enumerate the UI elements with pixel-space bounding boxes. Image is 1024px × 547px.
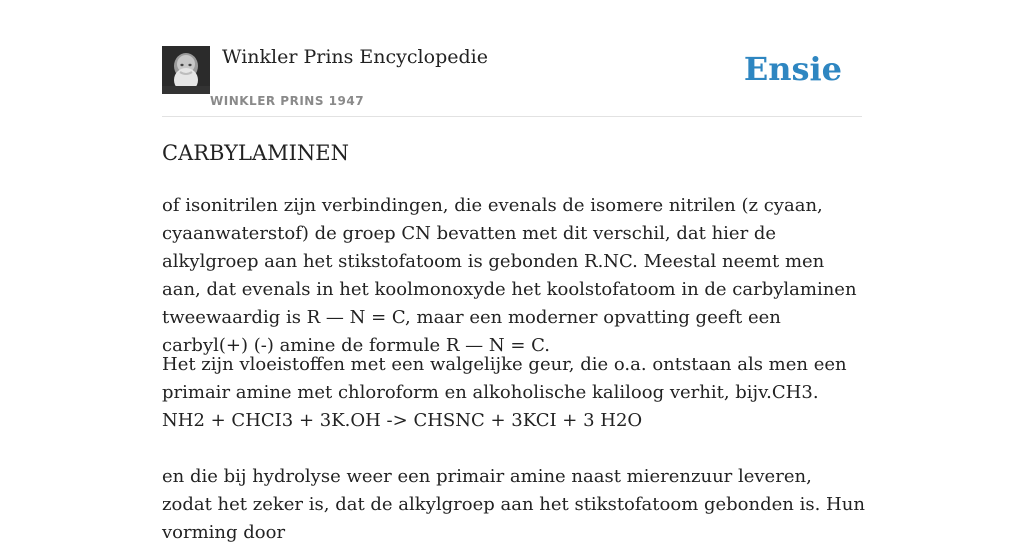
article-paragraph: en die bij hydrolyse weer een primair amine naast mierenzuur leveren, zodat het zeker is, dat de alkylgroep aan het stikstofatoom gebonden is. Hun vorming door	[162, 466, 865, 543]
brand-logo[interactable]: Ensie	[743, 50, 842, 88]
site-title[interactable]: Winkler Prins Encyclopedie	[222, 46, 488, 68]
avatar-portrait	[162, 46, 210, 94]
article-title: CARBYLAMINEN	[162, 141, 349, 165]
article-paragraph: of isonitrilen zijn verbindingen, die evenals de isomere nitrilen (z cyaan, cyaanwaterstof) de groep CN bevatten met dit verschil, dat hier de alkylgroep aan het stikstofatoom is gebonden R.NC. Meestal neemt men aan, dat evenals in het koolmonoxyde het koolstofatoom in de carbylaminen tweewaardig is R — N = C, maar een moderner opvatting geeft een carbyl(+) (-) amine de formule R — N = C.	[162, 195, 857, 356]
page-container	[162, 0, 865, 543]
header	[162, 0, 862, 117]
article-paragraph: Het zijn vloeistoffen met een walgelijke geur, die o.a. ontstaan als men een primair amine met chloroform en alkoholische kaliloog verhit, bijv.CH3. NH2 + CHCI3 + 3K.OH -> CHSNC + 3KCI + 3 H2O	[162, 354, 847, 431]
author-avatar[interactable]	[162, 46, 210, 94]
edition-label[interactable]: WINKLER PRINS 1947	[210, 94, 365, 108]
